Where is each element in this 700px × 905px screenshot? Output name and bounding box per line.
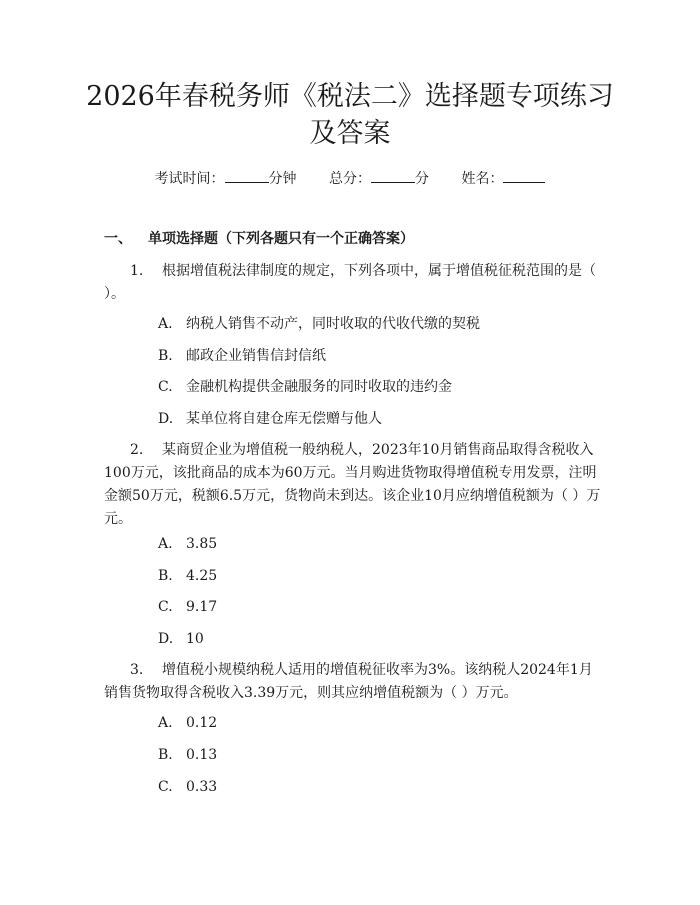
exam-info bbox=[0, 169, 700, 189]
question-2-option-b bbox=[158, 566, 217, 586]
total-score-field bbox=[329, 171, 433, 187]
question-1-option-b bbox=[158, 346, 326, 366]
question-1-option-c bbox=[158, 377, 452, 397]
question-1-option-d bbox=[158, 409, 382, 429]
question-3-option-c bbox=[158, 777, 217, 797]
name-field bbox=[461, 171, 545, 187]
question-2-option-a bbox=[158, 534, 217, 554]
question-3-option-b bbox=[158, 745, 217, 765]
option-label: C. bbox=[158, 599, 173, 615]
total-score-label: 总分： bbox=[329, 171, 371, 187]
option-label: C. bbox=[158, 779, 173, 795]
option-text: 3.85 bbox=[186, 536, 218, 552]
option-text: 10 bbox=[186, 631, 204, 647]
question-3 bbox=[104, 659, 604, 705]
name-label: 姓名： bbox=[461, 171, 504, 187]
total-score-blank bbox=[371, 182, 415, 183]
title-line-1: 2026年春税务师《税法二》选择题专项练习 bbox=[86, 81, 614, 112]
option-text: 0.12 bbox=[186, 715, 218, 731]
exam-time-field bbox=[155, 171, 301, 187]
question-number: 3. bbox=[130, 662, 144, 678]
exam-time-label: 考试时间： bbox=[154, 171, 225, 187]
question-number: 2. bbox=[130, 442, 144, 458]
question-text: 根据增值税法律制度的规定，下列各项中，属于增值税征税范围的是（ ）。 bbox=[104, 263, 596, 302]
name-blank bbox=[503, 182, 545, 183]
exam-time-unit: 分钟 bbox=[268, 171, 297, 187]
exam-time-blank bbox=[225, 182, 269, 183]
question-text: 某商贸企业为增值税一般纳税人，2023年10月销售商品取得含税收入100万元，该批商品的成本为60万元。当月购进货物取得增值税专用发票，注明金额50万元，税额6.5万元，货物尚未到达。该企业10月应纳增值税额为（ ）万元。 bbox=[104, 442, 601, 527]
option-text: 纳税人销售不动产，同时收取的代收代缴的契税 bbox=[186, 316, 480, 332]
title-line-2: 及答案 bbox=[309, 118, 391, 149]
option-label: C. bbox=[158, 379, 173, 395]
option-label: B. bbox=[158, 348, 173, 364]
option-text: 4.25 bbox=[186, 568, 218, 584]
question-text: 增值税小规模纳税人适用的增值税征收率为3%。该纳税人2024年1月销售货物取得含税收入3.39万元，则其应纳增值税额为（ ）万元。 bbox=[104, 662, 593, 701]
section-title: 单项选择题（下列各题只有一个正确答案） bbox=[148, 231, 414, 247]
option-label: B. bbox=[158, 568, 173, 584]
question-1 bbox=[104, 260, 604, 306]
option-text: 0.33 bbox=[186, 779, 218, 795]
option-label: A. bbox=[158, 715, 173, 731]
document-title bbox=[60, 78, 640, 152]
option-label: B. bbox=[158, 747, 173, 763]
question-1-option-a bbox=[158, 314, 480, 334]
option-label: D. bbox=[158, 411, 174, 427]
option-text: 金融机构提供金融服务的同时收取的违约金 bbox=[186, 379, 452, 395]
question-2-option-d bbox=[158, 629, 204, 649]
question-2-option-c bbox=[158, 597, 217, 617]
question-2 bbox=[104, 439, 604, 531]
option-text: 9.17 bbox=[186, 599, 218, 615]
option-text: 邮政企业销售信封信纸 bbox=[186, 348, 326, 364]
option-text: 0.13 bbox=[186, 747, 218, 763]
question-number: 1. bbox=[130, 263, 144, 279]
section-number: 一、 bbox=[104, 231, 132, 247]
section-heading bbox=[104, 229, 414, 249]
option-text: 某单位将自建仓库无偿赠与他人 bbox=[186, 411, 382, 427]
option-label: A. bbox=[158, 536, 173, 552]
option-label: D. bbox=[158, 631, 174, 647]
option-label: A. bbox=[158, 316, 173, 332]
question-3-option-a bbox=[158, 713, 217, 733]
total-score-unit: 分 bbox=[415, 171, 429, 187]
